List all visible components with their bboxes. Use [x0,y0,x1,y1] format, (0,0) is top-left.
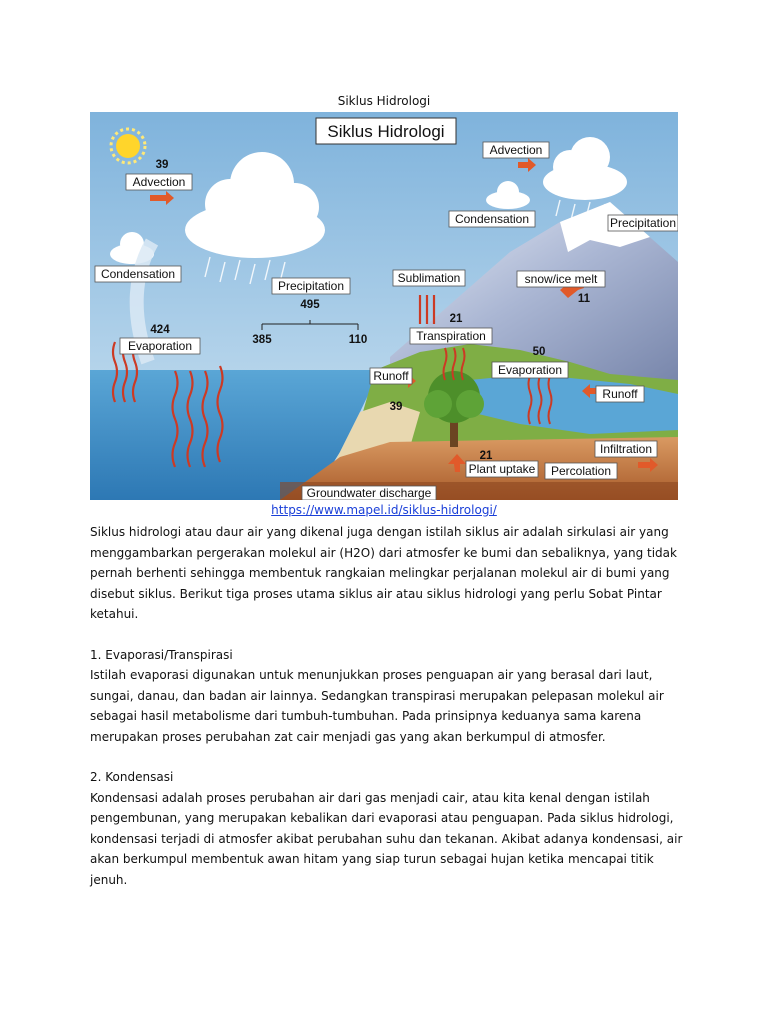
label-advection-right: Advection [489,143,543,157]
label-advection-left: Advection [132,175,186,189]
source-link[interactable]: https://www.mapel.id/siklus-hidrologi/ [271,503,497,517]
evaporation-paragraph: Istilah evaporasi digunakan untuk menunjukkan proses penguapan air yang berasal dari laut, sungai, danau, dan badan air lainnya. Sedangkan transpirasi merupakan pelepasan molekul air sebagai hasil metabolisme dari tumbuh-tumbuhan. Pada prinsipnya keduanya sama karena merupakan proses perubahan zat cair menjadi gas yang akan berkumpul di atmosfer. [90,668,664,744]
value-transpiration: 21 [449,313,463,325]
label-condensation-right: Condensation [454,212,530,226]
value-evaporation-land: 50 [532,346,546,358]
page-title: Siklus Hidrologi [337,94,431,108]
value-runoff: 39 [389,401,403,413]
condensation-heading: 2. Kondensasi [90,770,174,784]
article-body [90,522,690,890]
value-precipitation-land: 110 [348,334,368,346]
label-groundwater-discharge: Groundwater discharge [306,486,432,500]
label-infiltration: Infiltration [599,442,653,456]
hydrologic-cycle-diagram [90,112,678,500]
value-precipitation-total: 495 [300,299,320,311]
value-advection: 39 [155,159,169,171]
label-plant-uptake: Plant uptake [468,462,536,476]
value-precipitation-ocean: 385 [252,334,272,346]
evaporation-heading: 1. Evaporasi/Transpirasi [90,647,233,662]
label-evaporation-left: Evaporation [127,339,193,353]
label-runoff-left: Runoff [373,369,409,383]
label-evaporation-right: Evaporation [497,363,563,377]
label-transpiration: Transpiration [416,329,486,343]
label-snow-ice-melt: snow/ice melt [524,272,598,286]
label-precipitation-center: Precipitation [277,279,345,293]
value-snow-ice-melt: 11 [577,293,591,305]
value-plant-uptake: 21 [479,450,493,462]
label-condensation-left: Condensation [100,267,176,281]
value-evaporation-ocean: 424 [150,324,170,336]
intro-paragraph: Siklus hidrologi atau daur air yang dikenal juga dengan istilah siklus air adalah sirkulasi air yang menggambarkan pergerakan molekul air (H2O) dari atmosfer ke bumi dan sebaliknya, yang tidak pernah berhenti sehingga membentuk rangkaian melingkar perjalanan molekul air di bumi yang disebut siklus. Berikut tiga proses utama siklus air atau siklus hidrologi yang perlu Sobat Pintar ketahui. [90,525,677,621]
diagram-title: Siklus Hidrologi [327,122,445,141]
condensation-paragraph: Kondensasi adalah proses perubahan air dari gas menjadi cair, atau kita kenal dengan istilah pengembunan, yang merupakan kebalikan dari evaporasi atau penguapan. Pada siklus hidrologi, kondensasi terjadi di atmosfer akibat perubahan suhu dan tekanan. Akibat adanya kondensasi, air akan berkumpul membentuk awan hitam yang siap turun sebagai hujan ketika mencapai titik jenuh. [90,790,683,887]
label-sublimation: Sublimation [397,271,461,285]
label-precipitation-right: Precipitation [609,216,677,230]
label-runoff-right: Runoff [602,387,638,401]
label-percolation: Percolation [550,464,612,478]
